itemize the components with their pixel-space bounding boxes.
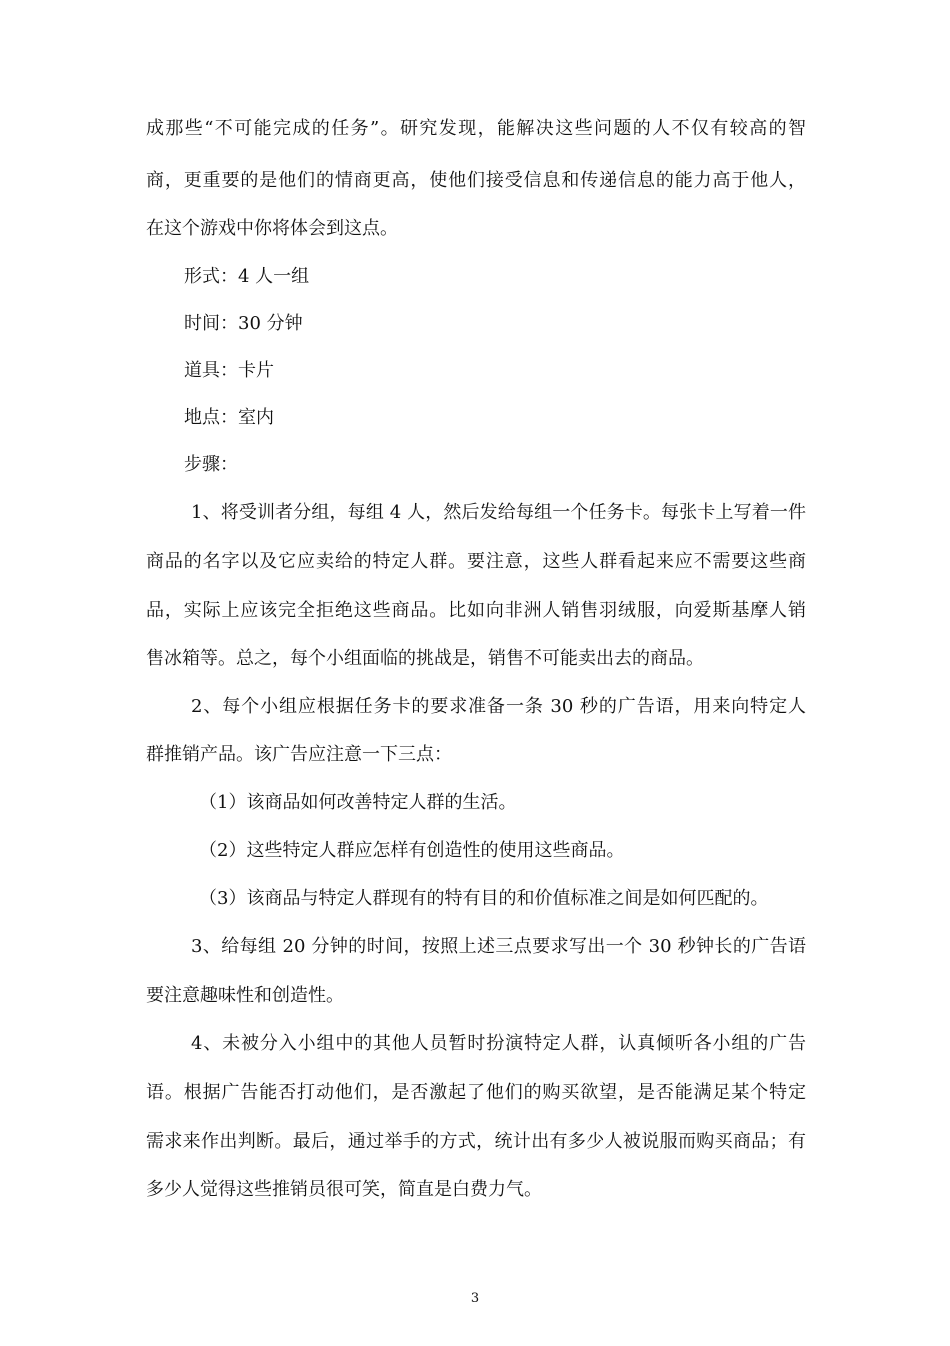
- step1-line-1: 1、将受训者分组，每组 4 人，然后发给每组一个任务卡。每张卡上写着一件: [191, 502, 806, 523]
- step2-item-1: （1）该商品如何改善特定人群的生活。: [199, 792, 517, 813]
- location-line: 地点：室内: [184, 407, 274, 428]
- intro-line-2: 商，更重要的是他们的情商更高，使他们接受信息和传递信息的能力高于他人，: [146, 170, 806, 191]
- time-line: 时间：30 分钟: [184, 313, 303, 334]
- step2-item-2: （2）这些特定人群应怎样有创造性的使用这些商品。: [199, 840, 625, 861]
- step2-line-2: 群推销产品。该广告应注意一下三点：: [146, 744, 452, 765]
- step3-line-1: 3、给每组 20 分钟的时间，按照上述三点要求写出一个 30 秒钟长的广告语: [191, 936, 806, 957]
- props-line: 道具：卡片: [184, 360, 274, 381]
- step1-line-2: 商品的名字以及它应卖给的特定人群。要注意，这些人群看起来应不需要这些商: [146, 551, 806, 572]
- step4-line-2: 语。根据广告能否打动他们，是否激起了他们的购买欲望，是否能满足某个特定: [146, 1082, 806, 1103]
- step4-line-1: 4、未被分入小组中的其他人员暂时扮演特定人群，认真倾听各小组的广告: [191, 1033, 806, 1054]
- intro-line-3: 在这个游戏中你将体会到这点。: [146, 218, 398, 239]
- step1-line-4: 售冰箱等。总之，每个小组面临的挑战是，销售不可能卖出去的商品。: [146, 648, 704, 669]
- step2-item-3: （3）该商品与特定人群现有的特有目的和价值标准之间是如何匹配的。: [199, 888, 769, 909]
- step2-line-1: 2、每个小组应根据任务卡的要求准备一条 30 秒的广告语，用来向特定人: [191, 696, 806, 717]
- format-line: 形式：4 人一组: [184, 266, 310, 287]
- intro-line-1: 成那些“不可能完成的任务”。研究发现，能解决这些问题的人不仅有较高的智: [146, 118, 806, 139]
- steps-heading: 步骤：: [184, 454, 238, 475]
- page-number: 3: [470, 1291, 480, 1306]
- step4-line-3: 需求来作出判断。最后，通过举手的方式，统计出有多少人被说服而购买商品；有: [146, 1131, 806, 1152]
- step4-line-4: 多少人觉得这些推销员很可笑，简直是白费力气。: [146, 1179, 542, 1200]
- step3-line-2: 要注意趣味性和创造性。: [146, 985, 344, 1006]
- step1-line-3: 品，实际上应该完全拒绝这些商品。比如向非洲人销售羽绒服，向爱斯基摩人销: [146, 600, 806, 621]
